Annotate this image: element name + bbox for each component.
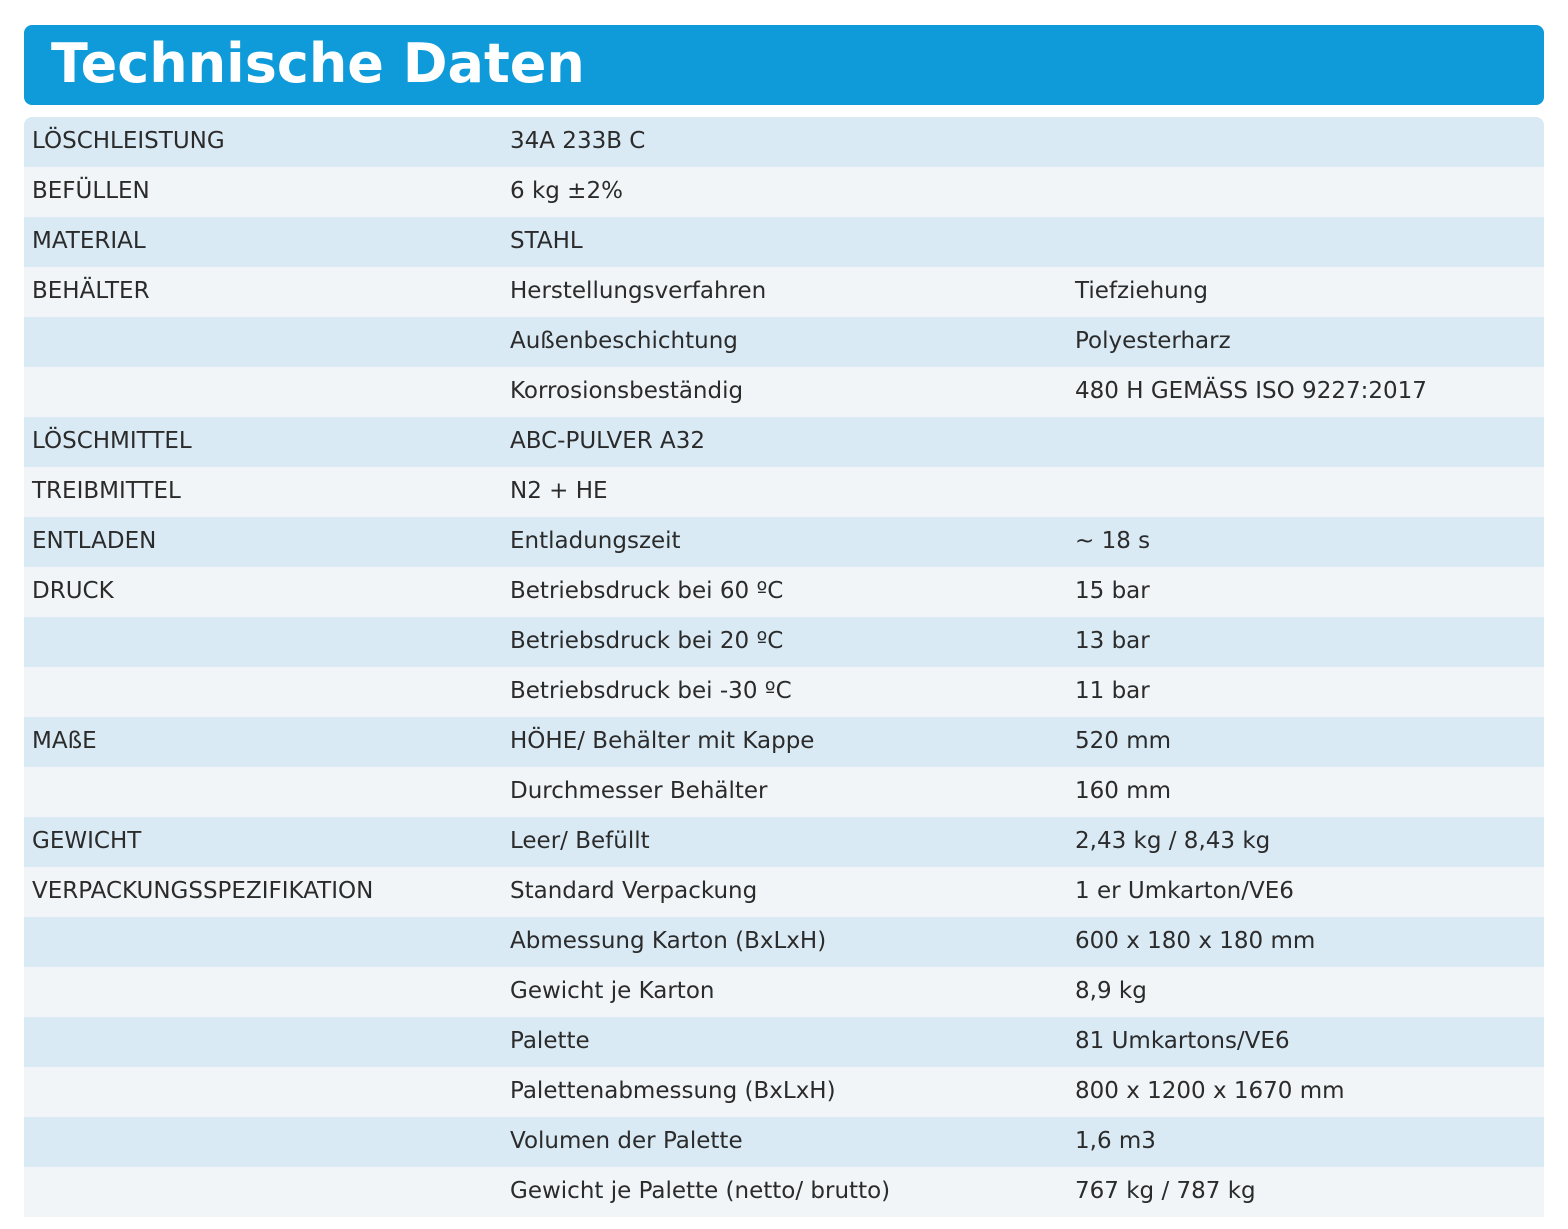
row-label: MATERIAL [32, 228, 146, 254]
table-row [24, 467, 1544, 517]
row-value: 520 mm [1075, 728, 1172, 754]
table-row [24, 717, 1544, 767]
row-property: Palette [510, 1028, 590, 1054]
row-label: LÖSCHMITTEL [32, 428, 192, 454]
table-row [24, 567, 1544, 617]
row-property: Entladungszeit [510, 528, 681, 554]
table-row [24, 767, 1544, 817]
row-value: 1,6 m3 [1075, 1128, 1156, 1154]
table-row [24, 117, 1544, 167]
row-property: HÖHE/ Behälter mit Kappe [510, 728, 815, 754]
table-row [24, 317, 1544, 367]
row-value: Polyesterharz [1075, 328, 1231, 354]
row-property: Gewicht je Palette (netto/ brutto) [510, 1178, 891, 1204]
row-label: TREIBMITTEL [32, 478, 181, 504]
table-row [24, 217, 1544, 267]
row-value: 11 bar [1075, 678, 1150, 704]
header-banner [24, 25, 1544, 105]
row-property: Gewicht je Karton [510, 978, 715, 1004]
row-value: 800 x 1200 x 1670 mm [1075, 1078, 1345, 1104]
row-label: MAßE [32, 728, 97, 754]
table-row [24, 167, 1544, 217]
table-row [24, 417, 1544, 467]
row-property: Betriebsdruck bei -30 ºC [510, 678, 792, 704]
row-value: 480 H GEMÄSS ISO 9227:2017 [1075, 378, 1427, 404]
row-property: Abmessung Karton (BxLxH) [510, 928, 827, 954]
row-value: 2,43 kg / 8,43 kg [1075, 828, 1271, 854]
table-row [24, 867, 1544, 917]
row-value: ~ 18 s [1075, 528, 1151, 554]
table-row [24, 617, 1544, 667]
table-row [24, 267, 1544, 317]
row-property: Standard Verpackung [510, 878, 758, 904]
table-row [24, 1167, 1544, 1217]
row-property: STAHL [510, 228, 583, 254]
row-value: 81 Umkartons/VE6 [1075, 1028, 1290, 1054]
row-label: GEWICHT [32, 828, 142, 854]
table-row [24, 817, 1544, 867]
row-value: 15 bar [1075, 578, 1150, 604]
row-property: Durchmesser Behälter [510, 778, 768, 804]
row-property: Korrosionsbeständig [510, 378, 744, 404]
table-row [24, 667, 1544, 717]
table-row [24, 367, 1544, 417]
row-value: 8,9 kg [1075, 978, 1147, 1004]
row-property: N2 + HE [510, 478, 608, 504]
row-label: VERPACKUNGSSPEZIFIKATION [32, 878, 374, 904]
table-row [24, 917, 1544, 967]
row-property: 34A 233B C [510, 128, 646, 154]
row-property: Volumen der Palette [510, 1128, 743, 1154]
row-property: Palettenabmessung (BxLxH) [510, 1078, 836, 1104]
table-row [24, 1117, 1544, 1167]
table-row [24, 967, 1544, 1017]
row-value: Tiefziehung [1075, 278, 1208, 304]
row-value: 600 x 180 x 180 mm [1075, 928, 1316, 954]
row-property: ABC-PULVER A32 [510, 428, 706, 454]
row-value: 1 er Umkarton/VE6 [1075, 878, 1294, 904]
row-label: BEFÜLLEN [32, 178, 150, 204]
row-label: LÖSCHLEISTUNG [32, 128, 225, 154]
row-value: 767 kg / 787 kg [1075, 1178, 1256, 1204]
row-value: 13 bar [1075, 628, 1150, 654]
row-property: Herstellungsverfahren [510, 278, 767, 304]
row-property: Betriebsdruck bei 60 ºC [510, 578, 784, 604]
table-row [24, 1067, 1544, 1117]
table-row [24, 517, 1544, 567]
row-value: 160 mm [1075, 778, 1172, 804]
page-title: Technische Daten [51, 32, 585, 95]
row-property: Außenbeschichtung [510, 328, 738, 354]
row-label: DRUCK [32, 578, 114, 604]
row-property: 6 kg ±2% [510, 178, 623, 204]
table-row [24, 1017, 1544, 1067]
row-label: ENTLADEN [32, 528, 157, 554]
row-label: BEHÄLTER [32, 278, 150, 304]
row-property: Leer/ Befüllt [510, 828, 650, 854]
spec-table [24, 117, 1544, 1217]
row-property: Betriebsdruck bei 20 ºC [510, 628, 784, 654]
